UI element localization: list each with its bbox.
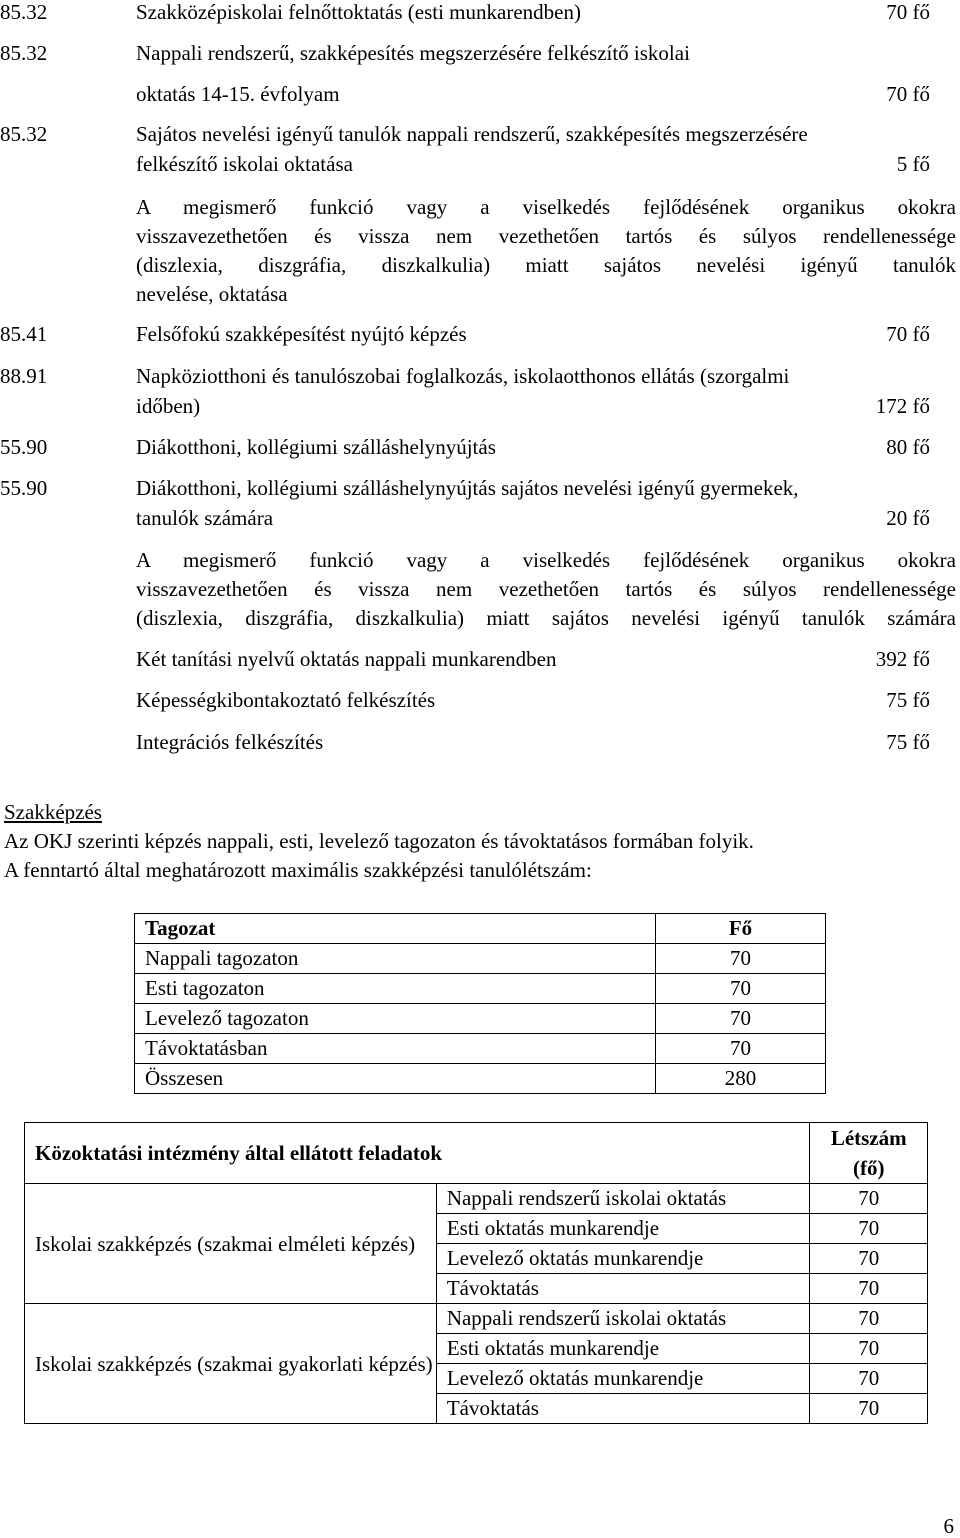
entry-note: A megismerő funkció vagy a viselkedés fejlődésének organikus okokra [136, 195, 956, 219]
table-header: Közoktatási intézmény által ellátott feladatok [25, 1123, 810, 1184]
extra-count: 392 fő [875, 647, 930, 671]
table-cell: Távoktatás [436, 1394, 810, 1424]
table-row [135, 944, 826, 974]
table-cell: Nappali rendszerű iskolai oktatás [436, 1304, 810, 1334]
section-text: Az OKJ szerinti képzés nappali, esti, levelező tagozaton és távoktatásos formában folyik. [4, 829, 754, 853]
table-header-row [25, 1123, 928, 1184]
extra-count: 75 fő [886, 730, 930, 754]
table-header: Fő [656, 914, 826, 944]
table-header: Tagozat [135, 914, 656, 944]
table-cell: Esti oktatás munkarendje [436, 1214, 810, 1244]
entry-text-cont: oktatás 14-15. évfolyam [136, 82, 340, 106]
table-cell: 70 [810, 1274, 928, 1304]
entry-count: 70 fő [886, 82, 930, 106]
entry-text-cont: tanulók számára [136, 506, 274, 530]
entry-note: (diszlexia, diszgráfia, diszkalkulia) miatt sajátos nevelési igényű tanulók számára [136, 606, 956, 630]
table-cell: Levelező oktatás munkarendje [436, 1364, 810, 1394]
entry-count: 20 fő [886, 506, 930, 530]
entry-count: 80 fő [886, 435, 930, 459]
entry-text-cont: felkészítő iskolai oktatása [136, 152, 353, 176]
entry-text: Diákotthoni, kollégiumi szálláshelynyújtás sajátos nevelési igényű gyermekek, [136, 476, 799, 500]
extra-count: 75 fő [886, 688, 930, 712]
table-cell: 70 [810, 1364, 928, 1394]
table-cell: 70 [810, 1244, 928, 1274]
table-cell: 70 [810, 1304, 928, 1334]
table-row [25, 1304, 928, 1334]
table-cell: 70 [656, 974, 826, 1004]
entry-text: Diákotthoni, kollégiumi szálláshelynyújtás [136, 435, 496, 459]
entry-text: Szakközépiskolai felnőttoktatás (esti munkarendben) [136, 0, 581, 24]
extra-item: Integrációs felkészítés [136, 730, 324, 754]
entry-text-cont: időben) [136, 394, 201, 418]
entry-text: Napköziotthoni és tanulószobai foglalkozás, iskolaotthonos ellátás (szorgalmi [136, 364, 790, 388]
entry-code: 85.41 [0, 322, 48, 346]
table-cell: Távoktatásban [135, 1034, 656, 1064]
table-cell: 70 [810, 1184, 928, 1214]
entry-text: Sajátos nevelési igényű tanulók nappali rendszerű, szakképesítés megszerzésére [136, 122, 808, 146]
entry-note: visszavezethetően és vissza nem vezethetően tartós és súlyos rendellenessége [136, 577, 956, 601]
table-header-row [135, 914, 826, 944]
extra-item: Képességkibontakoztató felkészítés [136, 688, 436, 712]
section-heading: Szakképzés [4, 800, 102, 824]
table-cell: Nappali rendszerű iskolai oktatás [436, 1184, 810, 1214]
entry-note: (diszlexia, diszgráfia, diszkalkulia) miatt sajátos nevelési igényű tanulók [136, 253, 956, 277]
entry-code: 85.32 [0, 0, 48, 24]
entry-code: 85.32 [0, 122, 48, 146]
table-cell: Levelező oktatás munkarendje [436, 1244, 810, 1274]
entry-count: 172 fő [875, 394, 930, 418]
feladat-table [24, 1122, 928, 1424]
entry-text: Nappali rendszerű, szakképesítés megszerzésére felkészítő iskolai [136, 41, 690, 65]
table-row [25, 1184, 928, 1214]
entry-note: visszavezethetően és vissza nem vezethetően tartós és súlyos rendellenessége [136, 224, 956, 248]
table-header: Létszám (fő) [810, 1123, 928, 1184]
table-group-cell: Iskolai szakképzés (szakmai gyakorlati képzés) [25, 1304, 437, 1424]
table-cell: 70 [656, 1004, 826, 1034]
table-cell: 70 [810, 1394, 928, 1424]
entry-note: nevelése, oktatása [136, 282, 288, 306]
entry-code: 88.91 [0, 364, 48, 388]
entry-count: 70 fő [886, 322, 930, 346]
table-cell: Távoktatás [436, 1274, 810, 1304]
page-number: 6 [943, 1514, 954, 1538]
table-cell: Esti tagozaton [135, 974, 656, 1004]
table-cell: 70 [810, 1214, 928, 1244]
entry-note: A megismerő funkció vagy a viselkedés fejlődésének organikus okokra [136, 548, 956, 572]
entry-code: 85.32 [0, 41, 48, 65]
table-cell: 70 [656, 1034, 826, 1064]
table-cell: 70 [810, 1334, 928, 1364]
extra-item: Két tanítási nyelvű oktatás nappali munkarendben [136, 647, 557, 671]
table-cell: Nappali tagozaton [135, 944, 656, 974]
section-text: A fenntartó által meghatározott maximális szakképzési tanulólétszám: [4, 858, 592, 882]
table-cell: 280 [656, 1064, 826, 1094]
table-row [135, 1004, 826, 1034]
table-cell: Összesen [135, 1064, 656, 1094]
table-row [135, 1034, 826, 1064]
entry-count: 70 fő [886, 0, 930, 24]
table-group-cell: Iskolai szakképzés (szakmai elméleti képzés) [25, 1184, 437, 1304]
entry-code: 55.90 [0, 476, 48, 500]
entry-count: 5 fő [896, 152, 930, 176]
tagozat-table [134, 913, 826, 1094]
table-cell: 70 [656, 944, 826, 974]
entry-text: Felsőfokú szakképesítést nyújtó képzés [136, 322, 467, 346]
table-cell: Levelező tagozaton [135, 1004, 656, 1034]
table-row [135, 974, 826, 1004]
table-row [135, 1064, 826, 1094]
entry-code: 55.90 [0, 435, 48, 459]
table-cell: Esti oktatás munkarendje [436, 1334, 810, 1364]
